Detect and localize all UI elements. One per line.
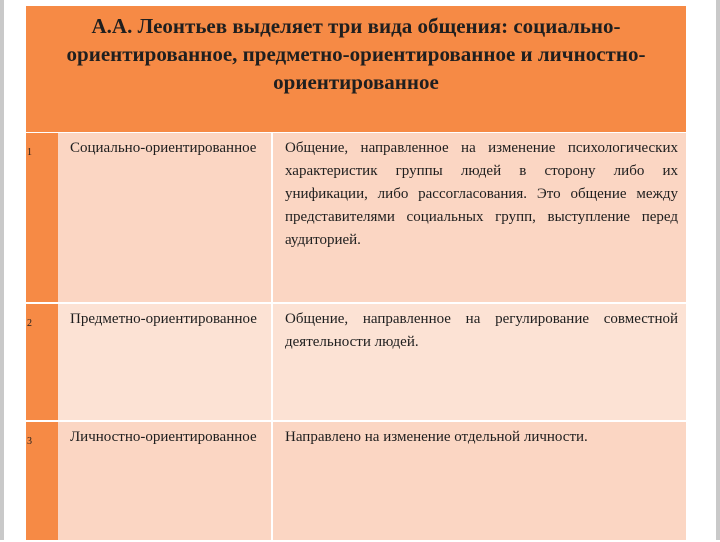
type-name: Социально-ориентированное — [58, 133, 272, 303]
row-number: 1 — [26, 133, 58, 303]
type-description: Общение, направленное на регулирование совместной деятельности людей. — [272, 303, 686, 421]
communication-types-table — [26, 133, 686, 542]
slide-title — [26, 6, 686, 132]
row-number: 3 — [26, 421, 58, 541]
slide-title-text: А.А. Леонтьев выделяет три вида общения: социально-ориентированное, предметно-ориентированное и личностно-ориентированное — [66, 14, 646, 94]
row-number: 2 — [26, 303, 58, 421]
type-description: Направлено на изменение отдельной личности. — [272, 421, 686, 541]
left-frame-border — [0, 0, 4, 540]
table-row — [26, 133, 686, 303]
type-name: Предметно-ориентированное — [58, 303, 272, 421]
right-frame-border — [716, 0, 720, 540]
table-row — [26, 303, 686, 421]
type-description: Общение, направленное на изменение психологических характеристик группы людей в сторону либо их унификации, либо рассогласования. Это общение между представителями социальных групп, выступление перед аудиторией. — [272, 133, 686, 303]
type-name: Личностно-ориентированное — [58, 421, 272, 541]
table-row — [26, 421, 686, 541]
